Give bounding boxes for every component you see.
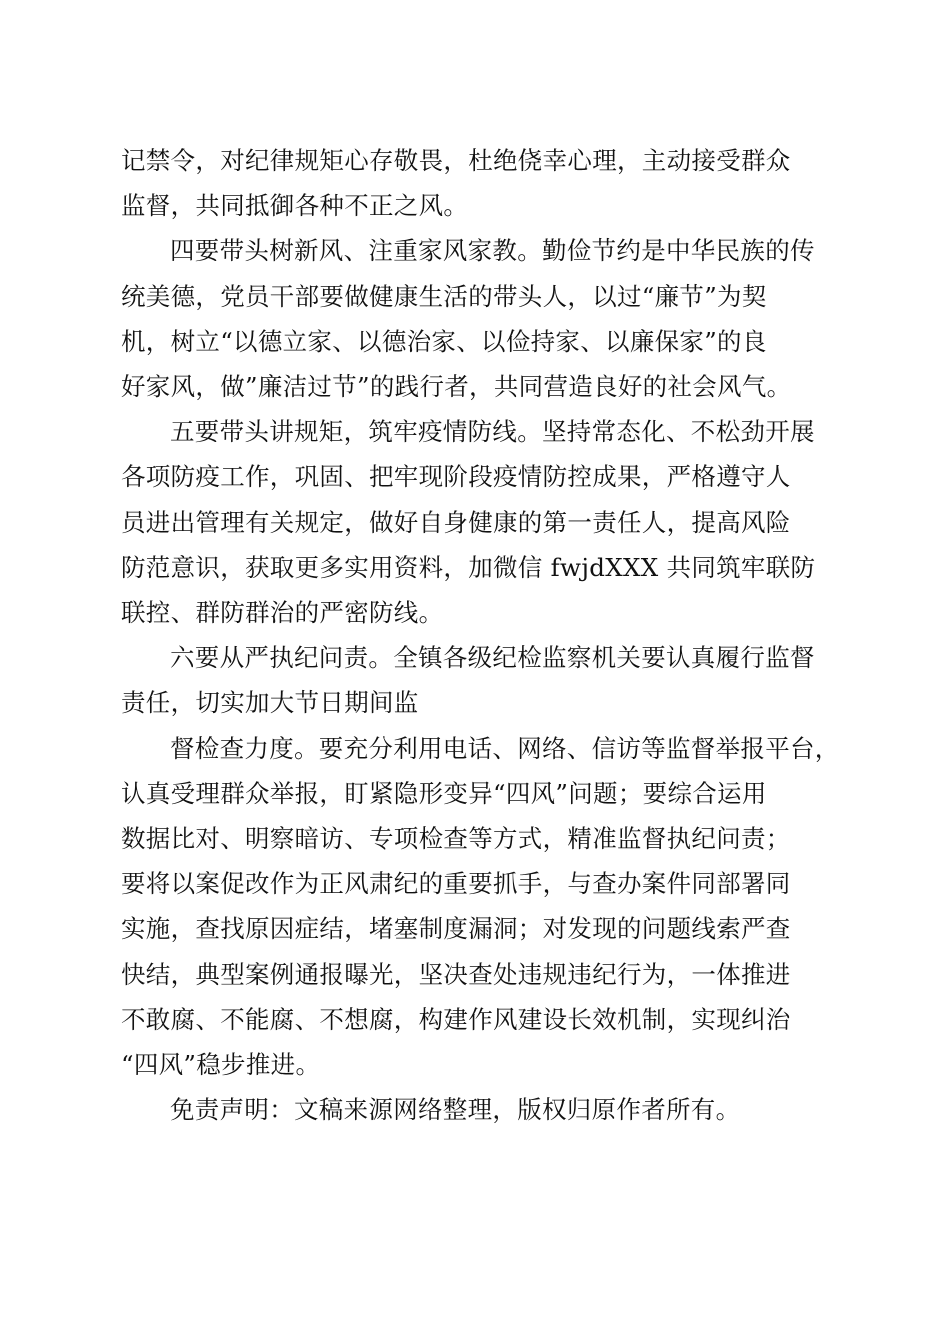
document-body — [121, 138, 840, 1132]
text-line: 记禁令，对纪律规矩心存敬畏，杜绝侥幸心理，主动接受群众 — [121, 146, 791, 175]
paragraph-discipline-continued — [121, 138, 831, 228]
text-line: 责任，切实加大节日期间监 — [121, 688, 419, 718]
paragraph-supervision — [121, 726, 840, 1088]
paragraph-epidemic-prevention — [121, 409, 831, 635]
paragraph-disclaimer — [121, 1087, 831, 1132]
text-line: 监督，共同抵御各种不正之风。 — [121, 191, 469, 221]
text-line: 实施，查找原因症结，堵塞制度漏洞；对发现的问题线索严查 — [121, 914, 791, 944]
text-line: 统美德，党员干部要做健康生活的带头人，以过“廉节”为契 — [121, 281, 767, 311]
paragraph-family-values — [121, 228, 831, 409]
text-line: 四要带头树新风、注重家风家教。勤俭节约是中华民族的传 — [170, 236, 815, 266]
text-line: 六要从严执纪问责。全镇各级纪检监察机关要认真履行监督 — [170, 643, 815, 673]
text-line: 快结，典型案例通报曝光，坚决查处违规违纪行为，一体推进 — [121, 959, 791, 989]
text-line: 数据比对、明察暗访、专项检查等方式，精准监督执纪问责； — [121, 824, 791, 854]
disclaimer-text: 免责声明：文稿来源网络整理，版权归原作者所有。 — [170, 1095, 741, 1125]
text-line: 联控、群防群治的严密防线。 — [121, 598, 444, 628]
paragraph-accountability — [121, 635, 831, 725]
text-line: 机，树立“以德立家、以德治家、以俭持家、以廉保家”的良 — [121, 326, 767, 356]
text-line: 员进出管理有关规定，做好自身健康的第一责任人，提高风险 — [121, 507, 791, 537]
text-line: 好家风，做”廉洁过节”的践行者，共同营造良好的社会风气。 — [121, 372, 792, 402]
text-line: 督检查力度。要充分利用电话、网络、信访等监督举报平台， — [170, 733, 840, 763]
text-line: “四风”稳步推进。 — [121, 1050, 321, 1080]
text-line: 五要带头讲规矩，筑牢疫情防线。坚持常态化、不松劲开展 — [170, 417, 815, 447]
text-line: 不敢腐、不能腐、不想腐，构建作风建设长效机制，实现纠治 — [121, 1004, 791, 1034]
text-line: 认真受理群众举报，盯紧隐形变异“四风”问题；要综合运用 — [121, 778, 767, 808]
text-line: 要将以案促改作为正风肃纪的重要抓手，与查办案件同部署同 — [121, 869, 791, 899]
text-line: 各项防疫工作，巩固、把牢现阶段疫情防控成果，严格遵守人 — [121, 462, 791, 492]
text-line: 防范意识，获取更多实用资料，加微信 fwjdXXX 共同筑牢联防 — [121, 552, 816, 582]
